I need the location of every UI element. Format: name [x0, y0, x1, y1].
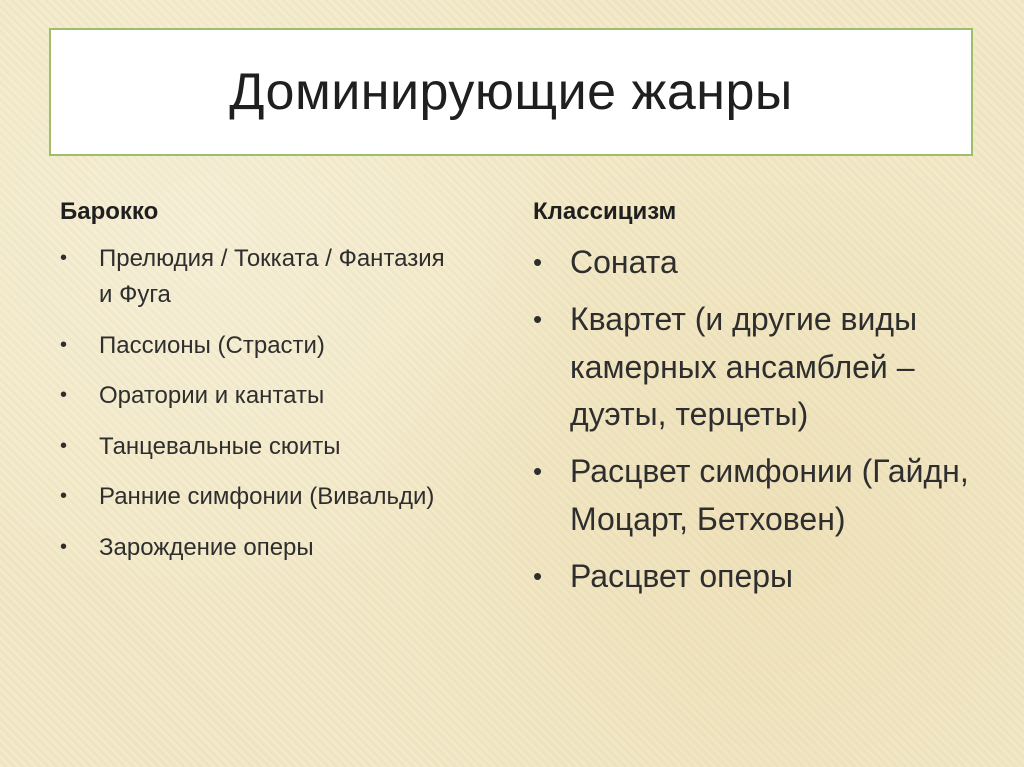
list-item-text: Квартет (и другие виды камерных ансамблей – дуэты, терцеты)	[570, 301, 918, 432]
list-item-text: Расцвет оперы	[570, 557, 794, 594]
list-item	[533, 448, 993, 543]
baroque-heading: Барокко	[60, 198, 159, 225]
bullet-icon: •	[60, 246, 68, 269]
list-item-text: Зарождение оперы	[99, 533, 314, 561]
bullet-icon: •	[533, 246, 543, 277]
bullet-icon: •	[60, 333, 68, 356]
list-item	[60, 429, 460, 465]
baroque-column	[60, 198, 460, 580]
classicism-list	[533, 239, 993, 601]
bullet-icon: •	[60, 384, 68, 407]
list-item-text: Прелюдия / Токката / Фантазия и Фуга	[99, 244, 445, 309]
list-item	[60, 530, 460, 566]
slide-title: Доминирующие жанры	[229, 63, 793, 121]
list-item-text: Ранние симфонии (Вивальди)	[99, 483, 435, 511]
list-item	[533, 239, 993, 286]
list-item	[533, 553, 993, 600]
list-item	[60, 479, 460, 515]
list-item-text: Соната	[570, 243, 678, 280]
list-item-text: Расцвет симфонии (Гайдн, Моцарт, Бетховен)	[570, 453, 969, 537]
list-item-text: Пассионы (Страсти)	[99, 331, 325, 359]
classicism-column	[533, 198, 993, 610]
bullet-icon: •	[60, 434, 68, 457]
list-item	[60, 328, 460, 364]
bullet-icon: •	[533, 304, 543, 335]
list-item-text: Оратории и кантаты	[99, 382, 325, 410]
title-box	[49, 28, 973, 156]
list-item	[533, 296, 993, 438]
bullet-icon: •	[533, 560, 543, 591]
bullet-icon: •	[533, 456, 543, 487]
classicism-heading: Классицизм	[533, 198, 677, 225]
list-item-text: Танцевальные сюиты	[99, 432, 341, 460]
bullet-icon: •	[60, 535, 68, 558]
baroque-list	[60, 241, 460, 566]
bullet-icon: •	[60, 485, 68, 508]
list-item	[60, 378, 460, 414]
list-item	[60, 241, 460, 314]
